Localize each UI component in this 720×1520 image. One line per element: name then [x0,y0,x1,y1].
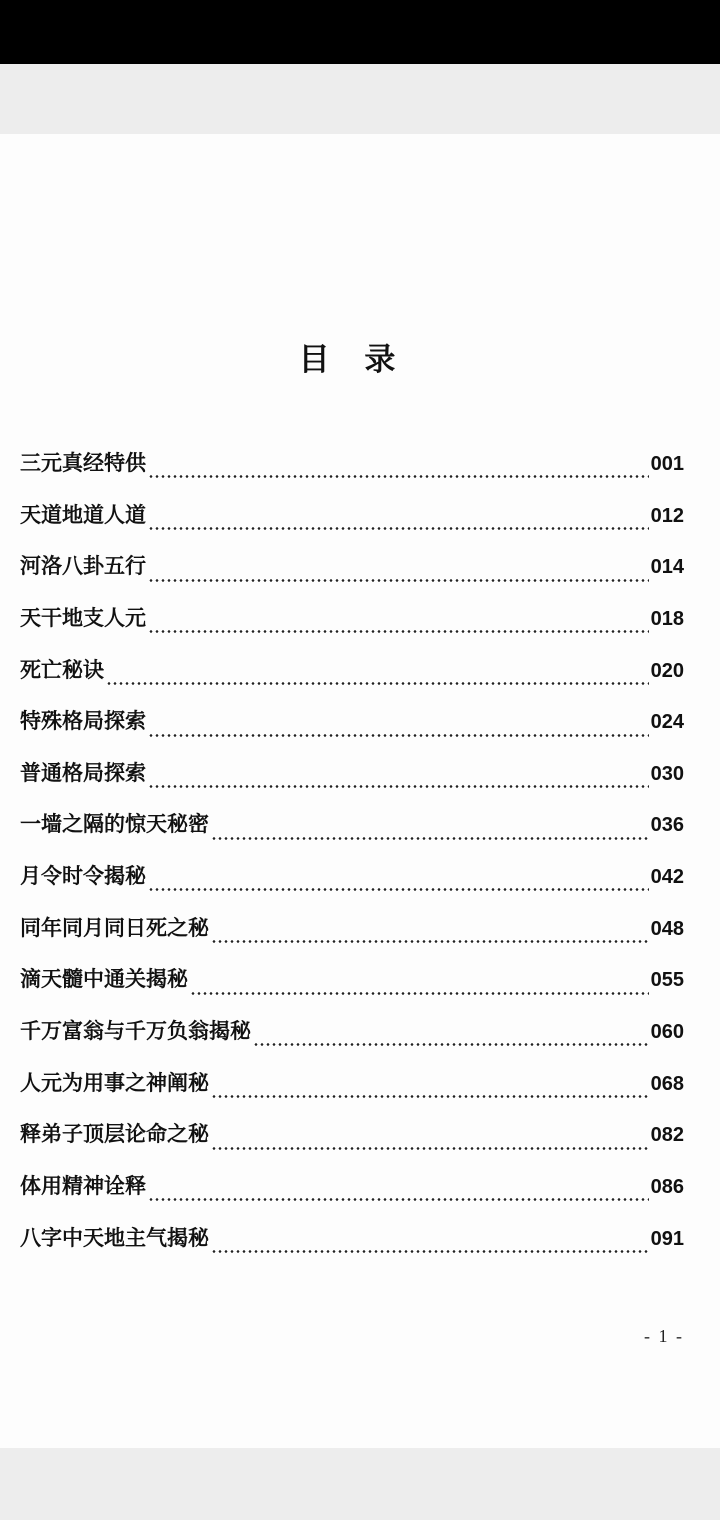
toc-entry [20,499,684,551]
toc-entry-label: 普通格局探索 [20,760,146,785]
toc-entry-label: 天干地支人元 [20,605,146,630]
dot-leader [148,475,649,478]
dot-leader [148,527,649,530]
toc-entry-page: 020 [650,659,684,682]
page-title: 目 录 [298,342,408,378]
toc-entry [20,1222,684,1274]
toc-entry-label: 体用精神诠释 [20,1173,146,1198]
toc-entry-page: 036 [650,814,684,837]
toc-entry [20,654,684,706]
toc-entry [20,550,684,602]
toc-entry-label: 千万富翁与千万负翁揭秘 [20,1019,251,1044]
dot-leader [106,682,649,685]
dot-leader [148,579,649,582]
toc-entry-page: 012 [650,504,684,527]
toc-entry-label: 人元为用事之神阐秘 [20,1070,209,1095]
toc-entry-page: 091 [650,1227,684,1250]
document-page[interactable] [0,134,720,1448]
toc-entry [20,860,684,912]
dot-leader [211,837,649,840]
dot-leader [148,630,649,633]
toc-entry-label: 天道地道人道 [20,502,146,527]
dot-leader [253,1043,649,1046]
toc-entry-label: 滴天髓中通关揭秘 [20,967,188,992]
toc-entry-page: 014 [650,556,684,579]
toc-entry [20,1118,684,1170]
toc-entry [20,447,684,499]
toc-entry-page: 048 [650,917,684,940]
toc-entry [20,1067,684,1119]
dot-leader [148,888,649,891]
toc-entry-label: 三元真经特供 [20,451,146,475]
toc-list [20,447,684,1273]
toc-entry-page: 030 [650,762,684,785]
dot-leader [211,1147,649,1150]
toc-entry-label: 月令时令揭秘 [20,864,146,889]
toc-entry-page: 055 [650,969,684,992]
toc-entry-label: 同年同月同日死之秘 [20,915,209,940]
toc-entry-label: 河洛八卦五行 [20,554,146,579]
page-number: - 1 - [644,1326,684,1346]
toc-entry-page: 024 [650,711,684,734]
toc-entry-page: 086 [650,1175,684,1198]
dot-leader [211,1250,649,1253]
dot-leader [148,734,649,737]
toc-entry-label: 一墙之隔的惊天秘密 [20,812,209,837]
dot-leader [148,785,649,788]
toc-entry [20,1170,684,1222]
toc-entry [20,602,684,654]
dot-leader [211,1095,649,1098]
toc-entry-page: 082 [650,1124,684,1147]
toc-entry [20,1015,684,1067]
dot-leader [211,940,649,943]
toc-entry-page: 068 [650,1072,684,1095]
toc-entry-page: 018 [650,607,684,630]
toc-entry [20,808,684,860]
toc-entry-page: 001 [650,453,684,475]
toc-entry-label: 释弟子顶层论命之秘 [20,1122,209,1147]
toc-entry-label: 特殊格局探索 [20,709,146,734]
dot-leader [190,992,649,995]
toc-entry [20,912,684,964]
status-bar [0,0,720,64]
toc-entry-label: 八字中天地主气揭秘 [20,1225,209,1250]
dot-leader [148,1198,649,1201]
toc-entry [20,963,684,1015]
viewer-bottom-margin [0,1448,720,1520]
toc-entry [20,757,684,809]
toc-entry-page: 042 [650,866,684,889]
viewer-top-margin [0,64,720,134]
toc-entry-label: 死亡秘诀 [20,657,104,682]
toc-entry-page: 060 [650,1021,684,1044]
toc-entry [20,705,684,757]
